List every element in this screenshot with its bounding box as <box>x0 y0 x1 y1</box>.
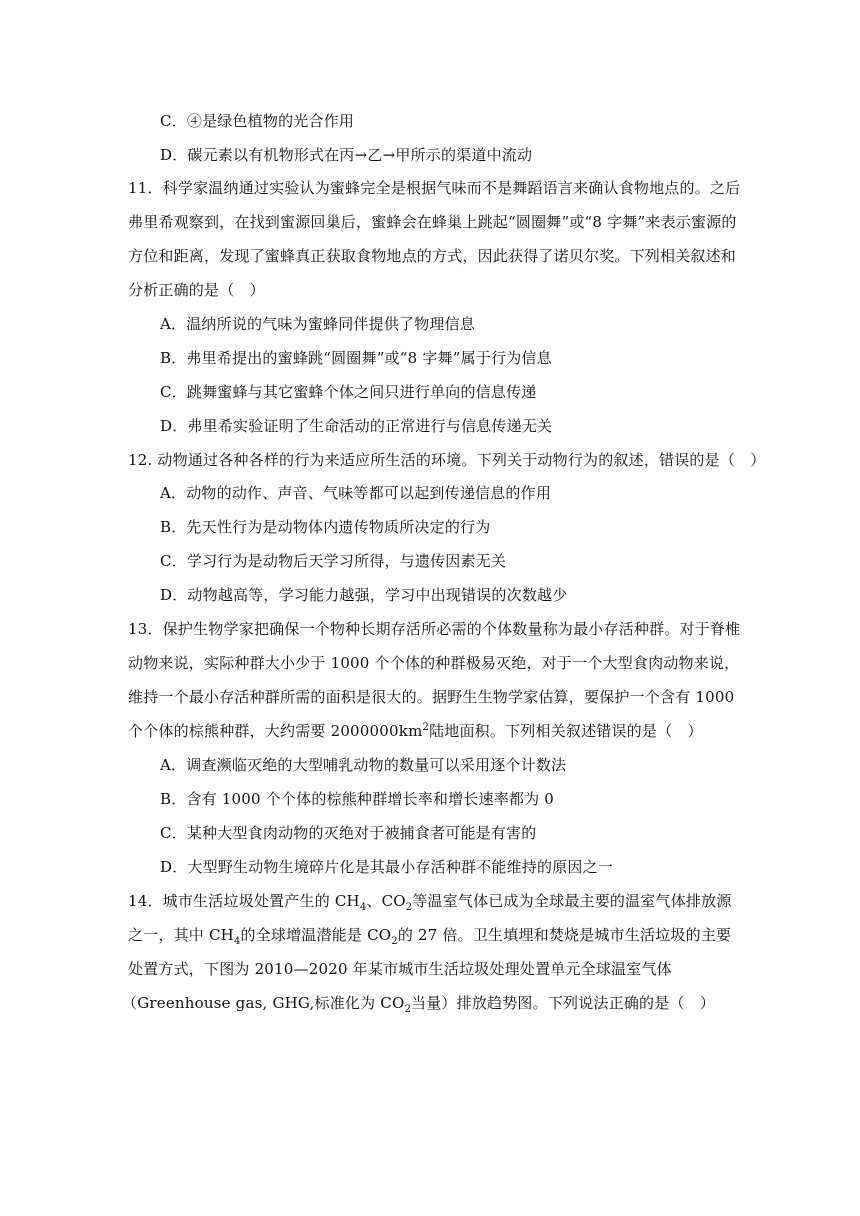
subscript: 4 <box>233 936 241 947</box>
text-run: （Greenhouse gas, GHG,标准化为 CO <box>122 994 405 1012</box>
superscript: 2 <box>422 722 430 733</box>
subscript: 2 <box>391 936 398 947</box>
question-14-stem-line-1 <box>128 891 732 911</box>
question-12-option-a: A．动物的动作、声音、气味等都可以起到传递信息的作用 <box>160 484 552 502</box>
question-11-option-c: C．跳舞蜜蜂与其它蜜蜂个体之间只进行单向的信息传递 <box>160 383 537 401</box>
question-11-stem-line-2: 弗里希观察到，在找到蜜源回巢后，蜜蜂会在蜂巢上跳起“圆圈舞”或“8 字舞”来表示蜜源的 <box>128 213 737 231</box>
question-12-option-d: D．动物越高等，学习能力越强，学习中出现错误的次数越少 <box>160 586 568 604</box>
question-11-stem-line-4: 分析正确的是（ ） <box>128 281 265 299</box>
text-run: 当量）排放趋势图。下列说法正确的是（ ） <box>411 994 716 1012</box>
question-11-option-b: B．弗里希提出的蜜蜂跳“圆圈舞”或“8 字舞”属于行为信息 <box>160 349 552 367</box>
text-run: 等温室气体已成为全球最主要的温室气体排放源 <box>412 892 732 910</box>
question-13-option-d: D．大型野生动物生境碎片化是其最小存活种群不能维持的原因之一 <box>160 858 614 876</box>
question-14-stem-line-4 <box>122 993 715 1013</box>
question-13-line-4-tail: 陆地面积。下列相关叙述错误的是（ ） <box>429 722 703 740</box>
question-14-stem-line-2 <box>128 925 731 945</box>
question-11-stem-line-3: 方位和距离，发现了蜜蜂真正获取食物地点的方式，因此获得了诺贝尔奖。下列相关叙述和 <box>128 247 737 265</box>
question-11-option-a: A．温纳所说的气味为蜜蜂同伴提供了物理信息 <box>160 315 476 333</box>
option-c-prev: C．④是绿色植物的光合作用 <box>160 112 355 130</box>
text-run: 14．城市生活垃圾处置产生的 CH <box>128 892 360 910</box>
text-run: 之一，其中 CH <box>128 926 234 944</box>
text-run: 、CO <box>366 892 406 910</box>
question-13-option-b: B．含有 1000 个个体的棕熊种群增长率和增长速率都为 0 <box>160 790 555 808</box>
subscript: 2 <box>405 902 413 913</box>
subscript: 4 <box>359 902 367 913</box>
question-13-option-a: A．调查濒临灭绝的大型哺乳动物的数量可以采用逐个计数法 <box>160 756 567 774</box>
question-11-option-d: D．弗里希实验证明了生命活动的正常进行与信息传递无关 <box>160 417 553 435</box>
question-13-stem-line-2: 动物来说，实际种群大小少于 1000 个个体的种群极易灭绝，对于一个大型食肉动物来说， <box>128 654 740 672</box>
question-13-stem-line-4 <box>128 721 703 741</box>
question-14-stem-line-3: 处置方式，下图为 2010—2020 年某市城市生活垃圾处理处置单元全球温室气体 <box>128 960 672 978</box>
question-13-stem-line-1: 13．保护生物学家把确保一个物种长期存活所必需的个体数量称为最小存活种群。对于脊椎 <box>128 620 741 638</box>
text-run: 的 27 倍。卫生填埋和焚烧是城市生活垃圾的主要 <box>397 926 732 944</box>
question-11-stem-line-1: 11．科学家温纳通过实验认为蜜蜂完全是根据气味而不是舞蹈语言来确认食物地点的。之后 <box>128 179 741 197</box>
option-d-prev: D．碳元素以有机物形式在丙→乙→甲所示的渠道中流动 <box>160 146 533 164</box>
question-12-option-c: C．学习行为是动物后天学习所得，与遗传因素无关 <box>160 552 507 570</box>
question-12-option-b: B．先天性行为是动物体内遗传物质所决定的行为 <box>160 518 491 536</box>
text-run: 的全球增温潜能是 CO <box>240 926 392 944</box>
question-13-stem-line-3: 维持一个最小存活种群所需的面积是很大的。据野生生物学家估算，要保护一个含有 1000 <box>128 688 735 706</box>
subscript: 2 <box>404 1004 412 1015</box>
question-12-stem: 12. 动物通过各种各样的行为来适应所生活的环境。下列关于动物行为的叙述，错误的是（ ） <box>128 451 766 469</box>
question-13-option-c: C．某种大型食肉动物的灭绝对于被捕食者可能是有害的 <box>160 824 537 842</box>
question-13-line-4-text: 个个体的棕熊种群，大约需要 2000000km <box>128 722 423 740</box>
